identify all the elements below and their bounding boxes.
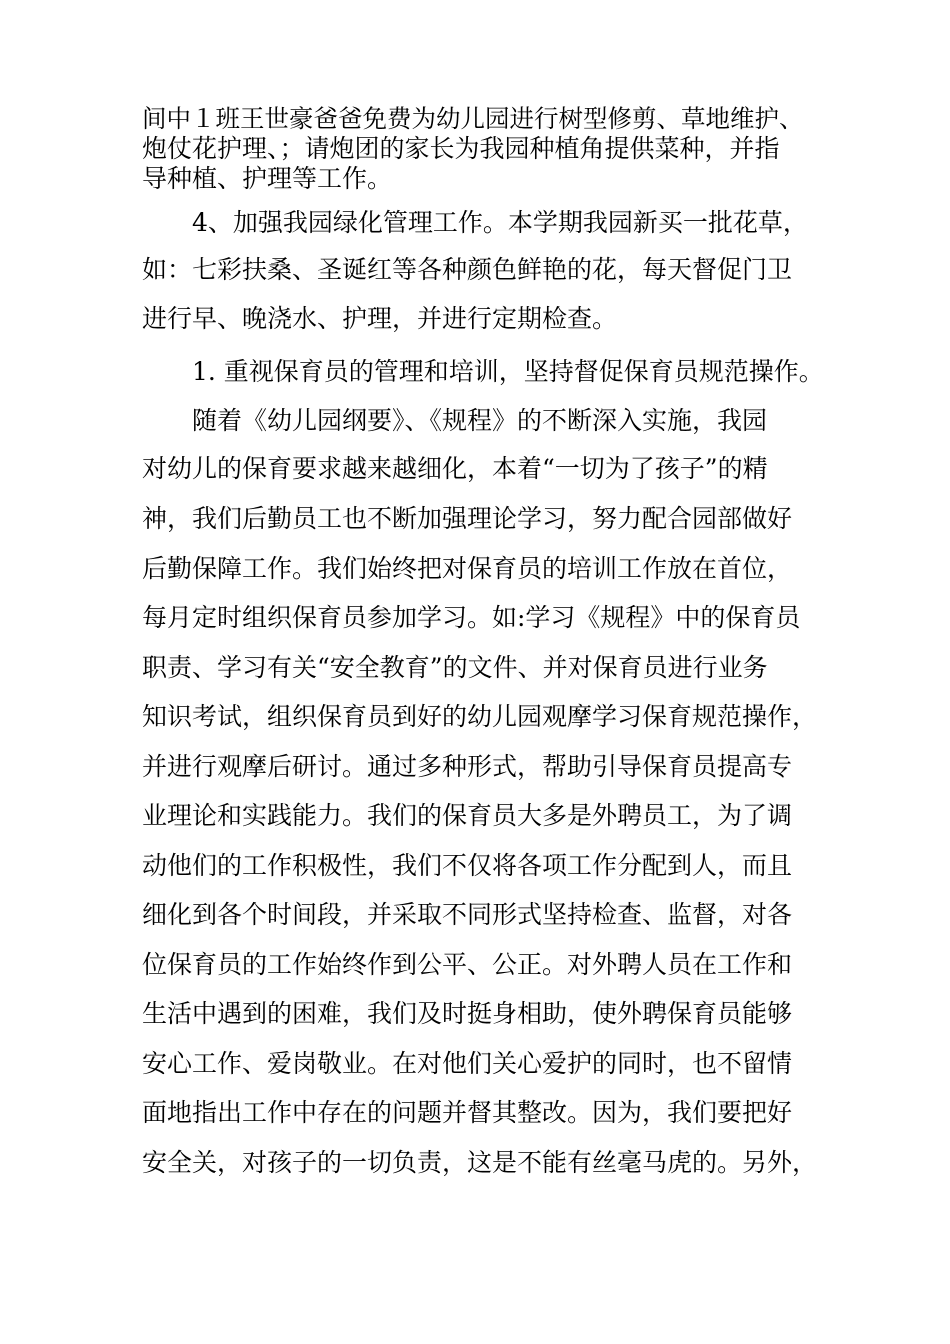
text-line: 每月定时组织保育员参加学习。如:学习《规程》中的保育员	[142, 603, 801, 632]
text-line: 4、加强我园绿化管理工作。本学期我园新买一批花草，	[192, 208, 808, 237]
text-line: 业理论和实践能力。我们的保育员大多是外聘员工，为了调	[142, 801, 793, 830]
text-line: 动他们的工作积极性，我们不仅将各项工作分配到人，而且	[142, 851, 793, 880]
text-line: 细化到各个时间段，并采取不同形式坚持检查、监督，对各	[142, 900, 793, 929]
text-line: 对幼儿的保育要求越来越细化，本着“一切为了孩子”的精	[142, 454, 768, 483]
text-line: 导种植、护理等工作。	[142, 164, 393, 193]
text-line: 面地指出工作中存在的问题并督其整改。因为，我们要把好	[142, 1098, 793, 1127]
text-line: 进行早、晚浇水、护理，并进行定期检查。	[142, 304, 618, 333]
text-line: 职责、学习有关“安全教育”的文件、并对保育员进行业务	[142, 653, 768, 682]
text-line: 神，我们后勤员工也不断加强理论学习，努力配合园部做好	[142, 504, 793, 533]
text-line: 并进行观摩后研讨。通过多种形式，帮助引导保育员提高专	[142, 752, 793, 781]
text-line: 炮仗花护理、；请炮团的家长为我园种植角提供菜种，并指	[142, 134, 780, 163]
text-line: 如：七彩扶桑、圣诞红等各种颜色鲜艳的花，每天督促门卫	[142, 255, 793, 284]
text-line: 安心工作、爱岗敬业。在对他们关心爱护的同时，也不留情	[142, 1049, 793, 1078]
text-line: 知识考试，组织保育员到好的幼儿园观摩学习保育规范操作，	[142, 702, 818, 731]
text-line: 间中１班王世豪爸爸免费为幼儿园进行树型修剪、草地维护、	[142, 104, 804, 133]
text-line: 安全关，对孩子的一切负责，这是不能有丝毫马虎的。另外，	[142, 1148, 818, 1177]
section-heading: 1. 重视保育员的管理和培训，坚持督促保育员规范操作。	[192, 357, 824, 386]
text-line: 生活中遇到的困难，我们及时挺身相助，使外聘保育员能够	[142, 999, 793, 1028]
text-line: 后勤保障工作。我们始终把对保育员的培训工作放在首位，	[142, 554, 793, 583]
text-line: 随着《幼儿园纲要》、《规程》的不断深入实施，我园	[192, 406, 768, 435]
text-line: 位保育员的工作始终作到公平、公正。对外聘人员在工作和	[142, 950, 793, 979]
